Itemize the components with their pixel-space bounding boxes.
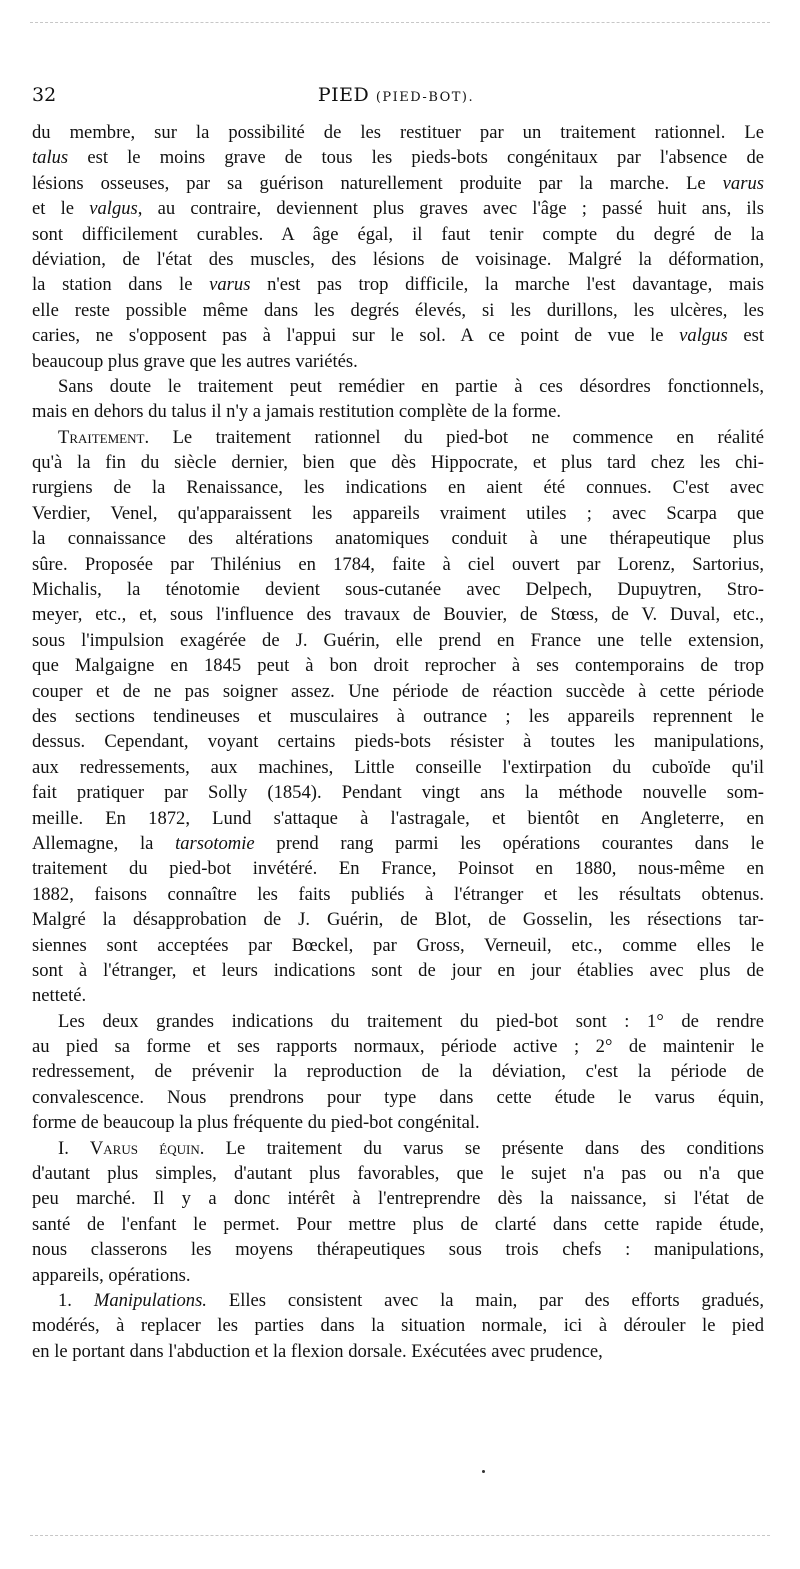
top-fold-mark xyxy=(30,22,770,23)
text-line xyxy=(32,856,764,881)
text-line xyxy=(32,552,764,577)
section-lead: I. Varus équin. xyxy=(58,1137,205,1159)
text-line xyxy=(32,1059,764,1084)
running-head-main: PIED xyxy=(317,84,370,106)
text-line xyxy=(32,679,764,704)
text-line xyxy=(32,933,764,958)
text-run: n'est pas trop difficile, la marche l'est davantage, mais xyxy=(250,274,764,296)
text-line xyxy=(32,349,764,374)
text-run: au pied sa forme et ses rapports normaux, période active ; 2° de maintenir le xyxy=(32,1036,764,1058)
text-line xyxy=(32,247,764,272)
text-run: modérés, à replacer les parties dans la situation normale, ici à dérouler le pied xyxy=(32,1315,764,1337)
text-run: beaucoup plus grave que les autres variétés. xyxy=(32,350,358,372)
text-line xyxy=(32,628,764,653)
running-head-sub: (PIED-BOT). xyxy=(375,90,475,105)
text-run: Elles consistent avec la main, par des efforts gradués, xyxy=(206,1289,764,1311)
text-run: que Malgaigne en 1845 peut à bon droit reprocher à ses contemporains de trop xyxy=(32,655,764,677)
italic-term: varus xyxy=(722,172,764,194)
text-line xyxy=(32,1186,764,1211)
text-run: nous classerons les moyens thérapeutiques sous trois chefs : manipulations, xyxy=(32,1239,764,1261)
section-lead: 1. xyxy=(58,1289,94,1311)
text-line xyxy=(32,958,764,983)
text-line xyxy=(32,1136,764,1161)
text-run: Le traitement rationnel du pied-bot ne commence en réalité xyxy=(149,426,764,448)
text-line xyxy=(32,1313,764,1338)
text-run: convalescence. Nous prendrons pour type dans cette étude le varus équin, xyxy=(32,1086,764,1108)
text-line xyxy=(32,374,764,399)
text-line xyxy=(32,222,764,247)
text-run: santé de l'enfant le permet. Pour mettre plus de clarté dans cette rapide étude, xyxy=(32,1213,764,1235)
text-run: elle reste possible même dans les degrés élevés, si les durillons, les ulcères, les xyxy=(32,299,764,321)
text-line xyxy=(32,450,764,475)
text-run: appareils, opérations. xyxy=(32,1264,191,1286)
text-run: dessus. Cependant, voyant certains pieds-bots résister à toutes les manipulations, xyxy=(32,731,764,753)
paragraph-p1 xyxy=(32,120,764,374)
text-run: meille. En 1872, Lund s'attaque à l'astragale, et bientôt en Angleterre, en xyxy=(32,807,764,829)
text-line xyxy=(32,729,764,754)
text-line xyxy=(32,425,764,450)
text-line xyxy=(32,602,764,627)
text-line xyxy=(32,1085,764,1110)
text-line xyxy=(32,907,764,932)
text-line xyxy=(32,272,764,297)
text-run: Malgré la désapprobation de J. Guérin, de Blot, de Gosselin, les résections tar- xyxy=(32,909,764,931)
text-line xyxy=(32,298,764,323)
section-lead: Traitement. xyxy=(58,426,150,448)
text-run: est xyxy=(727,325,764,347)
text-run: fait pratiquer par Solly (1854). Pendant vingt ans la méthode nouvelle som- xyxy=(32,782,764,804)
text-run: des sections tendineuses et musculaires à outrance ; les appareils reprennent le xyxy=(32,705,764,727)
text-run: forme de beaucoup la plus fréquente du pied-bot congénital. xyxy=(32,1112,480,1134)
text-run: meyer, etc., et, sous l'influence des travaux de Bouvier, de Stœss, de V. Duval, etc., xyxy=(32,604,764,626)
text-run: sont à l'étranger, et leurs indications sont de jour en jour établies avec plus de xyxy=(32,959,764,981)
text-line xyxy=(32,1212,764,1237)
text-run: rurgiens de la Renaissance, les indications en aient été connues. C'est avec xyxy=(32,477,764,499)
text-run: Les deux grandes indications du traitement du pied-bot sont : 1° de rendre xyxy=(58,1010,764,1032)
text-run: lésions osseuses, par sa guérison naturellement produite par la marche. Le xyxy=(32,172,723,194)
text-run: d'autant plus simples, d'autant plus favorables, que le sujet n'a pas ou n'a que xyxy=(32,1163,764,1185)
italic-term: valgus xyxy=(89,198,138,220)
text-line xyxy=(32,120,764,145)
italic-term: talus xyxy=(32,147,69,169)
text-run: traitement du pied-bot invétéré. En France, Poinsot en 1880, nous-même en xyxy=(32,858,764,880)
text-line xyxy=(32,1339,764,1364)
text-run: peu marché. Il y a donc intérêt à l'entreprendre dès la naissance, si l'état de xyxy=(32,1188,764,1210)
text-line xyxy=(32,399,764,424)
text-run: aux redressements, aux machines, Little conseille l'extirpation du cuboïde qu'il xyxy=(32,756,764,778)
text-line xyxy=(32,704,764,729)
text-line xyxy=(32,1263,764,1288)
text-run: siennes sont acceptées par Bœckel, par Gross, Verneuil, etc., comme elles le xyxy=(32,934,764,956)
text-run: et le xyxy=(32,198,90,220)
text-run: sont difficilement curables. A âge égal, il faut tenir compte du degré de la xyxy=(32,223,764,245)
text-run: mais en dehors du talus il n'y a jamais restitution complète de la forme. xyxy=(32,401,562,423)
bottom-fold-mark xyxy=(30,1535,770,1536)
text-line xyxy=(32,1237,764,1262)
text-run: prend rang parmi les opérations courantes dans le xyxy=(254,832,764,854)
text-line xyxy=(32,171,764,196)
paragraph-p4 xyxy=(32,1009,764,1136)
text-line xyxy=(32,577,764,602)
text-run: qu'à la fin du siècle dernier, bien que dès Hippocrate, et plus tard chez les chi- xyxy=(32,452,764,474)
text-line xyxy=(32,501,764,526)
text-line xyxy=(32,780,764,805)
text-line xyxy=(32,323,764,348)
text-line xyxy=(32,1288,764,1313)
text-run: est le moins grave de tous les pieds-bots congénitaux par l'absence de xyxy=(68,147,764,169)
text-run: Le traitement du varus se présente dans des conditions xyxy=(204,1137,764,1159)
body-text xyxy=(32,120,764,1364)
section-lead-italic: Manipulations. xyxy=(93,1289,207,1311)
text-run: redressement, de prévenir la reproduction de la déviation, c'est la période de xyxy=(32,1061,764,1083)
text-run: 1882, faisons connaître les faits publiés à l'étranger et les résultats obtenus. xyxy=(32,883,764,905)
text-run: du membre, sur la possibilité de les restituer par un traitement rationnel. Le xyxy=(32,122,764,143)
page-header xyxy=(32,84,760,116)
text-line xyxy=(32,196,764,221)
text-line xyxy=(32,755,764,780)
text-run: Michalis, la ténotomie devient sous-cutanée avec Delpech, Dupuytren, Stro- xyxy=(32,579,764,601)
text-run: Sans doute le traitement peut remédier en partie à ces désordres fonctionnels, xyxy=(58,375,764,397)
text-line xyxy=(32,526,764,551)
text-line xyxy=(32,1110,764,1135)
italic-term: valgus xyxy=(679,325,728,347)
text-run: sous l'impulsion exagérée de J. Guérin, elle prend en France une telle extension, xyxy=(32,629,764,651)
text-line xyxy=(32,806,764,831)
text-run: couper et de ne pas soigner assez. Une période de réaction succède à cette période xyxy=(32,680,764,702)
text-line xyxy=(32,831,764,856)
text-line xyxy=(32,1009,764,1034)
text-line xyxy=(32,475,764,500)
text-run: en le portant dans l'abduction et la flexion dorsale. Exécutées avec prudence, xyxy=(32,1340,603,1362)
text-line xyxy=(32,1161,764,1186)
text-run: , au contraire, deviennent plus graves avec l'âge ; passé huit ans, ils xyxy=(137,198,764,220)
running-head xyxy=(32,84,760,106)
page-number: 32 xyxy=(32,84,57,106)
italic-term: tarsotomie xyxy=(175,832,255,854)
paragraph-p5 xyxy=(32,1136,764,1288)
text-run: Allemagne, la xyxy=(32,832,176,854)
text-run: déviation, de l'état des muscles, des lésions de voisinage. Malgré la déformation, xyxy=(32,248,764,270)
paragraph-p6 xyxy=(32,1288,764,1364)
text-line xyxy=(32,1034,764,1059)
text-line xyxy=(32,653,764,678)
text-run: netteté. xyxy=(32,985,87,1007)
text-run: la station dans le xyxy=(32,274,210,296)
text-run: Verdier, Venel, qu'apparaissent les appareils vraiment utiles ; avec Scarpa que xyxy=(32,502,764,524)
italic-term: varus xyxy=(209,274,251,296)
text-run: sûre. Proposée par Thilénius en 1784, faite à ciel ouvert par Lorenz, Sartorius, xyxy=(32,553,764,575)
text-line xyxy=(32,882,764,907)
paragraph-p3 xyxy=(32,425,764,1009)
text-line xyxy=(32,983,764,1008)
print-speck xyxy=(482,1470,485,1473)
text-run: la connaissance des altérations anatomiques conduit à une thérapeutique plus xyxy=(32,528,764,550)
text-line xyxy=(32,145,764,170)
text-run: caries, ne s'opposent pas à l'appui sur le sol. A ce point de vue le xyxy=(32,325,680,347)
paragraph-p2 xyxy=(32,374,764,425)
